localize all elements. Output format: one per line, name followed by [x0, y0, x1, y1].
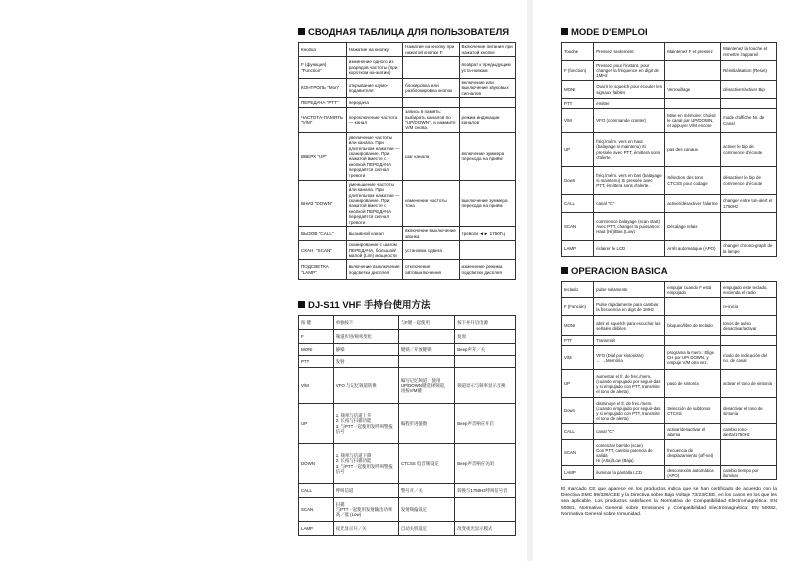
function-cell: canal "C"	[594, 195, 665, 213]
table-row	[562, 298, 777, 316]
function-cell: VFO (Dial por sintonizar) ← →Memória	[594, 346, 665, 370]
column-header: Кнопка	[299, 43, 347, 57]
column-header: Нажатие на кнопку	[346, 43, 402, 57]
table-row	[299, 241, 516, 260]
chinese-section	[298, 300, 516, 536]
function-cell: Verrouillage	[665, 81, 721, 99]
function-cell: Ouvrir le squelch pour écouter les signaux faibles	[594, 81, 665, 99]
function-cell: Pulse rápidamente para cambiar la frecuencia en digit de 1MHz	[594, 298, 665, 316]
key-name-cell: Down	[562, 398, 594, 424]
key-name-cell: ВНИЗ "DOWN"	[299, 180, 347, 226]
function-cell: шаг канала	[403, 132, 459, 180]
function-cell: tonos de aviso desactivar/activar	[721, 316, 777, 336]
table-header-row	[299, 43, 516, 57]
key-name-cell: F (Función)	[562, 298, 594, 316]
chinese-table	[298, 315, 516, 536]
function-cell: 静噪	[333, 344, 398, 356]
table-row	[299, 79, 516, 98]
function-cell: 复原	[455, 330, 516, 344]
table-row	[299, 132, 516, 180]
function-cell: Beep声音响应开启	[455, 404, 516, 444]
function-cell: отключение автовыключения	[403, 260, 459, 280]
function-cell: 转换与1750Hz呼叫信号音	[455, 484, 516, 498]
function-cell: cambio tono-alerta/1750Hz	[721, 424, 777, 440]
function-cell: блокировка или разблокировка кнопок	[403, 79, 459, 98]
function-cell: включение или выключение звуковых сигналов	[459, 79, 515, 98]
table-row	[299, 484, 516, 498]
function-cell: режим индикации каналов	[459, 108, 515, 133]
french-table	[561, 42, 777, 257]
table-row	[562, 213, 777, 241]
column-header: Нажатие на кнопку при нажатой кнопке F	[403, 43, 459, 57]
bullet-square-icon	[298, 301, 305, 308]
key-name-cell: UP	[299, 404, 334, 444]
function-cell: Selección de subtonos CTCSS	[665, 398, 721, 424]
column-header: pulse solamente	[594, 282, 665, 298]
function-cell: disminuye el fr. de frec./mem. (cuando empujado por seguir-das y si empujado con PTT, transmite el tono de alerta)	[594, 398, 665, 424]
table-row	[299, 98, 516, 108]
function-cell	[665, 336, 721, 346]
function-cell: activer le bip de commence d'écoute	[721, 133, 777, 167]
function-cell: Transmitir	[594, 336, 665, 346]
function-cell: 频道步进/频率变化	[333, 330, 398, 344]
function-cell: iluminar la pantalla LCD	[594, 466, 665, 480]
function-cell: включение выключение подсветки дисплея	[346, 260, 402, 280]
function-cell: fréq./mém. vers en bas (balayage si maintenu) Si pressée avec PTT, émittera sons d'alerte.	[594, 167, 665, 195]
function-cell: Mise en mémoire: choisir le canal par UP/DOWN, et appuyer V/M encore	[665, 109, 721, 133]
function-cell: 夜光显示开／关	[333, 522, 398, 536]
function-cell: VFO (commande cranter)	[594, 109, 665, 133]
function-cell	[721, 336, 777, 346]
spanish-section	[561, 266, 777, 480]
function-cell: comenzar barrido (scan) Con PTT, cambio potencia de salida Hi (Alta)/Low (Baja)	[594, 440, 665, 466]
table-row	[299, 344, 516, 356]
table-row	[562, 346, 777, 370]
function-cell: fréq./mém. vers en haut (balayage si maintenu) Si pressée avec PTT, émittera sons d'alerte.	[594, 133, 665, 167]
function-cell	[459, 241, 515, 260]
function-cell: émitter	[594, 99, 665, 109]
key-name-cell: F (fonction)	[562, 61, 594, 81]
key-name-cell: КОНТРОЛЬ "Mon"	[299, 79, 347, 98]
function-cell	[403, 57, 459, 79]
table-row	[299, 498, 516, 522]
function-cell	[455, 498, 516, 522]
function-cell: bloqueo/libre de teclado	[665, 316, 721, 336]
table-row	[562, 133, 777, 167]
key-name-cell: CALL	[299, 484, 334, 498]
function-cell: éclairer le LCD	[594, 241, 665, 257]
function-cell: canal "C"	[594, 424, 665, 440]
column-header: empujar cuando F está empujado	[665, 282, 721, 298]
function-cell: изменение режима подсветки дисплея	[459, 260, 515, 280]
function-cell: aumentar el fr. de frec./mem. (cuando empujado por seguir-das y si empujado con PTT, transmite el tono de alerta)	[594, 370, 665, 398]
function-cell: 呼叫信道	[333, 484, 398, 498]
french-section	[561, 27, 777, 257]
table-row	[299, 368, 516, 404]
function-cell	[403, 98, 459, 108]
function-cell	[398, 330, 454, 344]
function-cell: Arrêt automatique (APO)	[665, 241, 721, 257]
table-row	[562, 466, 777, 480]
function-cell: programa la mem.: Elige CH por UP/ DOWN, y empuje V/M otra vez.	[665, 346, 721, 370]
table-header-row	[299, 316, 516, 330]
column-header: 按 键	[299, 316, 334, 330]
key-name-cell: UP	[562, 133, 594, 167]
table-row	[562, 241, 777, 257]
function-cell: возврат к предыдущим уста-новкам	[459, 57, 515, 79]
function-cell: changer entre ton-alert et 1750Hz	[721, 195, 777, 213]
spanish-table	[561, 281, 777, 480]
key-name-cell: PTT	[562, 336, 594, 346]
function-cell: 发射频偏设定	[398, 498, 454, 522]
function-cell: изменение частоты тона	[403, 180, 459, 226]
bullet-square-icon	[298, 28, 305, 35]
table-row	[562, 61, 777, 81]
table-row	[562, 440, 777, 466]
function-cell	[665, 298, 721, 316]
table-row	[562, 316, 777, 336]
function-cell: 频道显示与频率显示互换	[455, 368, 516, 404]
function-cell: cambio tiempo por iluminar	[721, 466, 777, 480]
key-name-cell: Down	[562, 167, 594, 195]
key-name-cell: LAMP	[562, 466, 594, 480]
function-cell: pas des canaux	[665, 133, 721, 167]
russian-section	[298, 27, 516, 280]
key-name-cell: UP	[562, 370, 594, 398]
chinese-title: DJ-S11 VHF 手持台使用方法	[298, 300, 516, 312]
function-cell: 1. 频率与信道下降 2. 长按与扫描功能 3. 与PTT一起使用发呼叫警报信号	[333, 444, 398, 484]
key-name-cell: F (функция) "Function"	[299, 57, 347, 79]
key-name-cell: V/M	[562, 346, 594, 370]
function-cell: 改变夜光显示模式	[455, 522, 516, 536]
function-cell: включение выключение звонка	[403, 227, 459, 241]
function-cell	[665, 99, 721, 109]
key-name-cell: ПЕРЕДАЧА "PTT"	[299, 98, 347, 108]
center-fold	[527, 0, 533, 561]
function-cell: 编程步进值数	[398, 404, 454, 444]
key-name-cell: F	[299, 330, 334, 344]
function-cell	[721, 213, 777, 241]
function-cell: выключение зуммера перехода на приём	[459, 180, 515, 226]
column-header: Maintenez F et pressez	[665, 43, 721, 61]
key-name-cell: V/M	[299, 368, 334, 404]
table-header-row	[562, 282, 777, 298]
column-header: 单独按下	[333, 316, 398, 330]
table-row	[562, 167, 777, 195]
function-cell: desconexión automática (APO)	[665, 466, 721, 480]
function-cell: Pressez pour l'instant, pour changer la fréquence en digit de 1MHz	[594, 61, 665, 81]
function-cell: modo de indicación del no. de canal	[721, 346, 777, 370]
function-cell: frecuencia de desplazamiento (off-set)	[665, 440, 721, 466]
russian-title: СВОДНАЯ ТАБЛИЦА ДЛЯ ПОЛЬЗОВАТЕЛЯ	[298, 27, 516, 39]
key-name-cell: ВЫЗОВ "CALL"	[299, 227, 347, 241]
function-cell: 发射	[333, 356, 398, 368]
key-name-cell: DOWN	[299, 444, 334, 484]
function-cell: Beep声开／关	[455, 344, 516, 356]
ce-footnote: El marcado CE que aparece en los productos indica que se han certificado de acuerdo con la Directiva EMC 89/336/CEE y la Directiva sobre Bajo Voltaje 73/23/CEE, en los casos en los que les sea aplicable. Los productos satisfacen la Normativa de Compatibilidad Electromagnética: EN 50081, Normativa General sobre Emisiones y Compatibilidad Electromagnética: EN 50082, Normativa General sobre Inmunidad.	[561, 487, 777, 517]
table-row	[562, 336, 777, 346]
function-cell: mode d'affiche Nr. de Canal	[721, 109, 777, 133]
key-name-cell: ПОДСВЕТКА "LAMP"	[299, 260, 347, 280]
key-name-cell: ВВЕРХ "UP"	[299, 132, 347, 180]
function-cell: изменение одного из разрядов частоты (при коротком на-жатии)	[346, 57, 402, 79]
table-row	[562, 398, 777, 424]
key-name-cell: SCAN	[299, 498, 334, 522]
function-cell: Décalage relais	[665, 213, 721, 241]
function-cell: abrir el squelch para escuchar las señales débiles	[594, 316, 665, 336]
function-cell: activer/désactiver l'alarme	[665, 195, 721, 213]
function-cell: re-inicio	[721, 298, 777, 316]
function-cell: включение зуммера перехода на приём	[459, 132, 515, 180]
column-header: empujado este teclado, encienda el radio	[721, 282, 777, 298]
bullet-square-icon	[561, 267, 568, 274]
function-cell: changer chrono-graph de la lampe	[721, 241, 777, 257]
function-cell	[455, 356, 516, 368]
key-name-cell: CALL	[562, 424, 594, 440]
function-cell: 自动关机设定	[398, 522, 454, 536]
table-row	[562, 195, 777, 213]
column-header: teclado	[562, 282, 594, 298]
column-header: Включение питания при нажатой кнопке	[459, 43, 515, 57]
key-name-cell: PTT	[299, 356, 334, 368]
table-row	[562, 370, 777, 398]
function-cell: activar el tono de sintonía	[721, 370, 777, 398]
table-row	[299, 227, 516, 241]
function-cell: 键锁／开放键锁	[398, 344, 454, 356]
function-cell: Réinitialisation (Reset)	[721, 61, 777, 81]
function-cell: CTCSS 电音频设定	[398, 444, 454, 484]
function-cell: VFO 与记忆频道转换	[333, 368, 398, 404]
table-header-row	[562, 43, 777, 61]
function-cell: передача	[346, 98, 402, 108]
function-cell: Beep声音响应关闭	[455, 444, 516, 484]
function-cell: уменьшение частоты или канала. При длительном нажатии — сканирование. При нажатой вместе с кнопкой ПЕРЕДАЧА передаётся сигнал тревоги	[346, 180, 402, 226]
table-row	[299, 404, 516, 444]
function-cell: désactiver le bip de commence d'écoute	[721, 167, 777, 195]
key-name-cell: SCAN	[562, 440, 594, 466]
function-cell: désactiver/activer Bip	[721, 81, 777, 99]
table-row	[299, 330, 516, 344]
function-cell: сканирование с шагом ПЕРЕДАЧА, большой/малой (Lim) мощности	[346, 241, 402, 260]
key-name-cell: CALL	[562, 195, 594, 213]
key-name-cell: V/M	[562, 109, 594, 133]
function-cell: 编写记忆频道：使用UP/DOWN键选择频道，再按V/M键	[398, 368, 454, 404]
function-cell: увеличение частоты или канала. При длительном нажатии — сканирование. При нажатой вместе с кнопкой ПЕРЕДАЧА передаётся сигнал тревоги	[346, 132, 402, 180]
function-cell: Sélection des tons CTCSS pour codage	[665, 167, 721, 195]
function-cell: 扫描 与PTT一起使用发射输出功率高／低 (Low)	[333, 498, 398, 522]
russian-table	[298, 42, 516, 280]
function-cell: тревоги ◄► 1750Гц	[459, 227, 515, 241]
table-row	[299, 444, 516, 484]
function-cell: activar/desactivar el alarma	[665, 424, 721, 440]
function-cell: переключение частота — канал	[346, 108, 402, 133]
table-row	[562, 99, 777, 109]
table-row	[562, 424, 777, 440]
function-cell: 警号开／关	[398, 484, 454, 498]
function-cell: вызывной канал	[346, 227, 402, 241]
key-name-cell: MONI	[562, 81, 594, 99]
table-row	[299, 356, 516, 368]
key-name-cell: PTT	[562, 99, 594, 109]
function-cell: commence balayage (scan start) Avec PTT, changer la puissance: Haut (Hi)/Bas (Low)	[594, 213, 665, 241]
key-name-cell: MONI	[299, 344, 334, 356]
function-cell: запись в память: выбирать каналов по "UP/DOWN", и нажмите V/M снова.	[403, 108, 459, 133]
column-header: Maintenez la touche et remettre l'appareil	[721, 43, 777, 61]
table-row	[299, 522, 516, 536]
french-title: MODE D'EMPLOI	[561, 27, 777, 39]
key-name-cell: LAMP	[562, 241, 594, 257]
key-name-cell: СКАН. "SCAN"	[299, 241, 347, 260]
key-name-cell: LAMP	[299, 522, 334, 536]
table-row	[299, 260, 516, 280]
table-row	[562, 81, 777, 99]
function-cell	[665, 61, 721, 81]
table-row	[562, 109, 777, 133]
function-cell: установка сдвига	[403, 241, 459, 260]
column-header: 按下并开启电源	[455, 316, 516, 330]
spanish-title: OPERACION BASICA	[561, 266, 777, 278]
function-cell	[398, 356, 454, 368]
key-name-cell: SCAN	[562, 213, 594, 241]
function-cell: открывание шумо-подавителя	[346, 79, 402, 98]
function-cell	[721, 99, 777, 109]
table-row	[299, 57, 516, 79]
column-header: Touche	[562, 43, 594, 61]
function-cell: paso de sintonía	[665, 370, 721, 398]
function-cell: desactivar el tono de sintonía	[721, 398, 777, 424]
function-cell: 1. 频率与信道上升 2. 长按与扫描功能 3. 与PTT一起使用发呼叫警报信号	[333, 404, 398, 444]
function-cell	[459, 98, 515, 108]
table-row	[299, 180, 516, 226]
key-name-cell: MONI	[562, 316, 594, 336]
key-name-cell: ЧАСТОТА-ПАМЯТЬ "V/M"	[299, 108, 347, 133]
column-header: Pressez seulement	[594, 43, 665, 61]
function-cell	[721, 440, 777, 466]
column-header: 与F键一起使用	[398, 316, 454, 330]
bullet-square-icon	[561, 28, 568, 35]
table-row	[299, 108, 516, 133]
